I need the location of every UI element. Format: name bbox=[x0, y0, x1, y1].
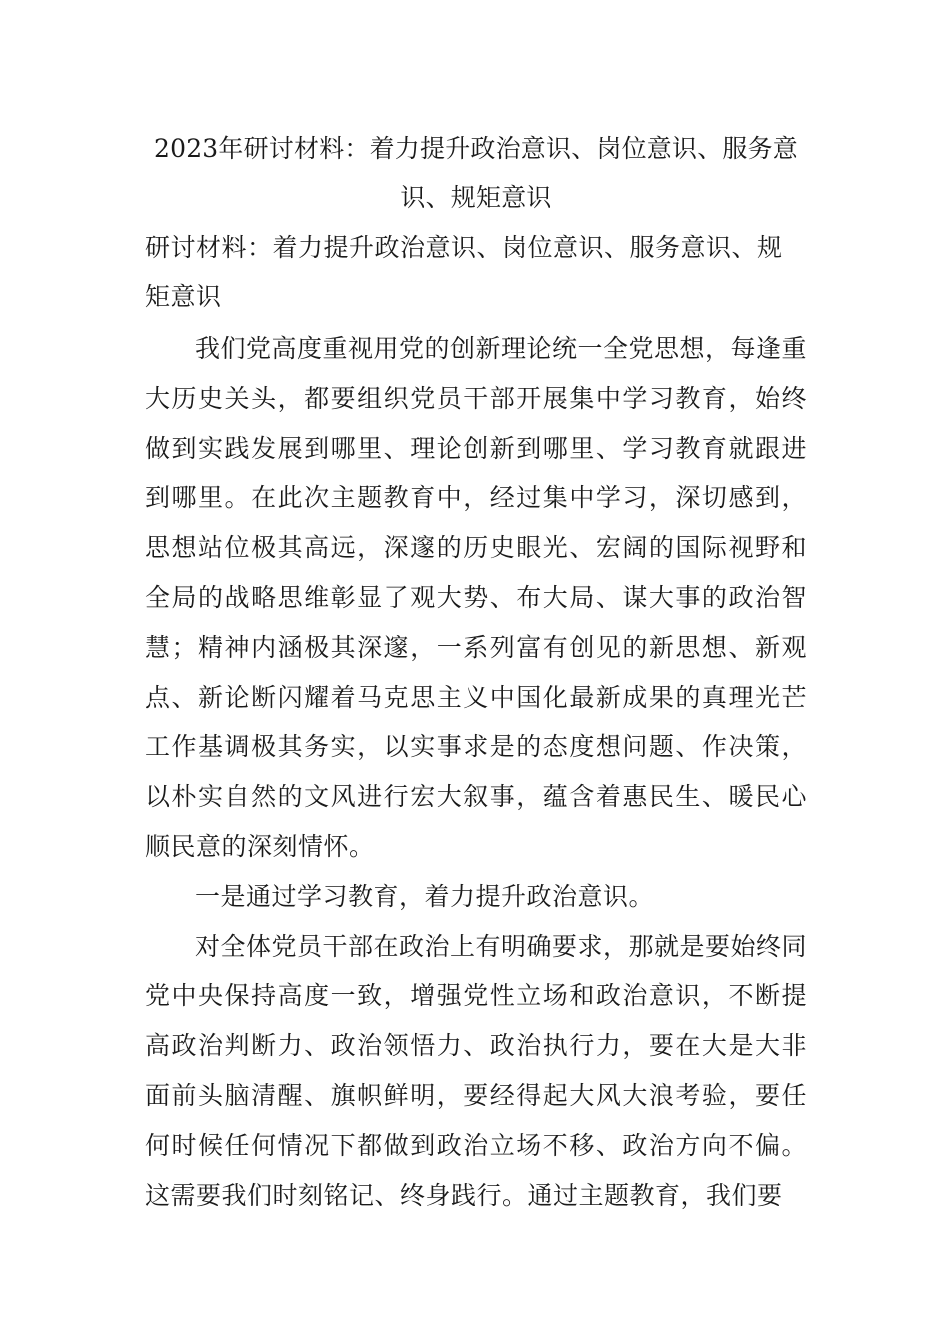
paragraph-intro: 我们党高度重视用党的创新理论统一全党思想，每逢重大历史关头，都要组织党员干部开展集中学习教育，始终做到实践发展到哪里、理论创新到哪里、学习教育就跟进到哪里。在此次主题教育中，经过集中学习，深切感到，思想站位极其高远，深邃的历史眼光、宏阔的国际视野和全局的战略思维彰显了观大势、布大局、谋大事的政治智慧；精神内涵极其深邃，一系列富有创见的新思想、新观点、新论断闪耀着马克思主义中国化最新成果的真理光芒工作基调极其务实，以实事求是的态度想问题、作决策，以朴实自然的文风进行宏大叙事，蕴含着惠民生、暖民心顺民意的深刻情怀。 bbox=[145, 334, 808, 861]
paragraph-heading-political: 一是通过学习教育，着力提升政治意识。 bbox=[195, 881, 655, 911]
document-title: 2023年研讨材料：着力提升政治意识、岗位意识、服务意识、规矩意识 bbox=[153, 134, 799, 212]
paragraph-political-awareness: 对全体党员干部在政治上有明确要求，那就是要始终同党中央保持高度一致，增强党性立场和政治意识，不断提高政治判断力、政治领悟力、政治执行力，要在大是大非面前头脑清醒、旗帜鲜明，要经得起大风大浪考验，要任何时候任何情况下都做到政治立场不移、政治方向不偏。这需要我们时刻铭记、终身践行。通过主题教育，我们要 bbox=[145, 931, 808, 1210]
document-page bbox=[145, 124, 807, 1220]
document-subtitle: 研讨材料：着力提升政治意识、岗位意识、服务意识、规矩意识 bbox=[145, 233, 783, 311]
